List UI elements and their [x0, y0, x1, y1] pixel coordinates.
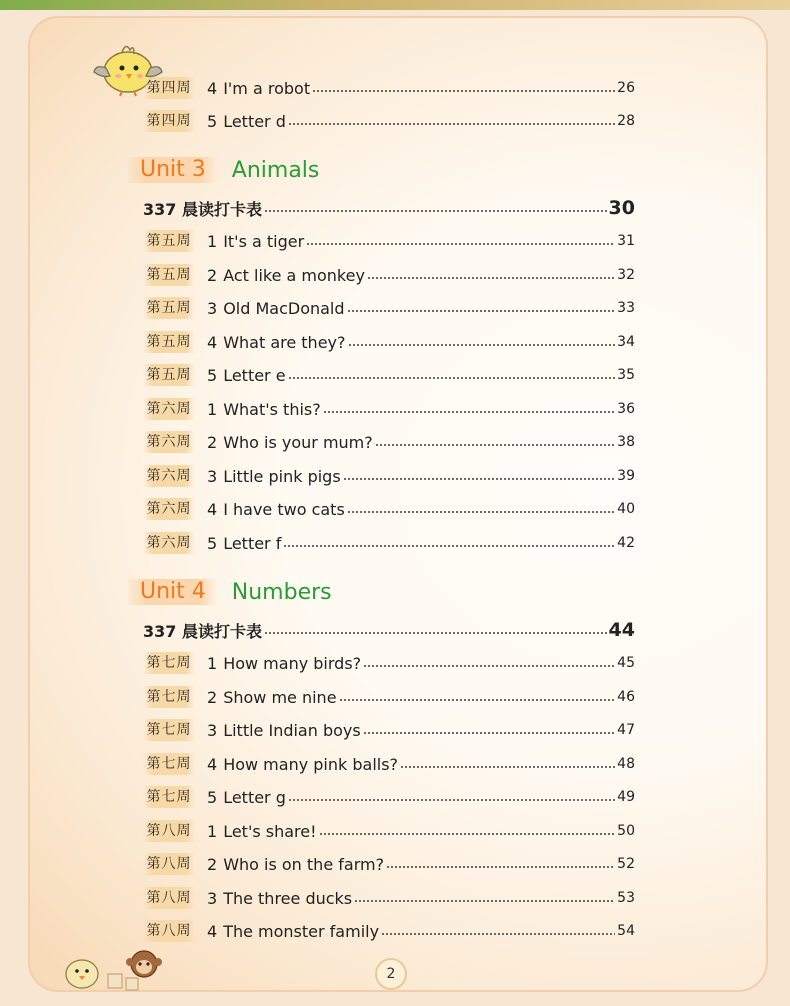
week-label: 第八周: [143, 887, 195, 909]
checkin-title: 337 晨读打卡表: [143, 199, 262, 219]
week-label: 第五周: [143, 364, 195, 386]
page-ref: 42: [617, 535, 635, 551]
leader-dots: [386, 866, 615, 868]
week-label: 第七周: [143, 786, 195, 808]
leader-dots: [367, 277, 615, 279]
page-ref: 26: [617, 80, 635, 96]
unit-4-heading: [128, 576, 332, 608]
week-label: 第八周: [143, 853, 195, 875]
lesson-title: What's this?: [223, 399, 321, 419]
lesson-number: 1: [207, 231, 218, 251]
leader-dots: [288, 377, 616, 379]
toc-row[interactable]: [143, 852, 635, 876]
toc-row[interactable]: [143, 229, 635, 253]
toc-row[interactable]: [143, 919, 635, 943]
leader-dots: [347, 511, 615, 513]
page-ref: 39: [617, 468, 635, 484]
page-ref: 44: [608, 619, 635, 641]
week-label: 第四周: [143, 77, 195, 99]
week-label: 第八周: [143, 820, 195, 842]
page-ref: 46: [617, 689, 635, 705]
lesson-number: 3: [207, 888, 218, 908]
week-label: 第七周: [143, 652, 195, 674]
lesson-number: 3: [207, 466, 218, 486]
lesson-number: 2: [207, 432, 218, 452]
page-ref: 50: [617, 823, 635, 839]
toc-row[interactable]: [143, 651, 635, 675]
lesson-number: 4: [207, 499, 218, 519]
top-color-strip: [0, 0, 790, 10]
page-ref: 34: [617, 334, 635, 350]
leader-dots: [339, 699, 616, 701]
page-ref: 45: [617, 655, 635, 671]
leader-dots: [400, 766, 615, 768]
leader-dots: [264, 632, 607, 634]
lesson-title: I have two cats: [223, 499, 345, 519]
page-ref: 28: [617, 113, 635, 129]
page-ref: 33: [617, 300, 635, 316]
lesson-title: Show me nine: [223, 687, 337, 707]
toc-row[interactable]: [143, 330, 635, 354]
lesson-number: 2: [207, 687, 218, 707]
toc-row[interactable]: [143, 531, 635, 555]
leader-dots: [312, 90, 615, 92]
lesson-number: 1: [207, 399, 218, 419]
leader-dots: [375, 444, 615, 446]
lesson-number: 2: [207, 854, 218, 874]
toc-row[interactable]: [143, 76, 635, 100]
leader-dots: [323, 411, 615, 413]
lesson-number: 2: [207, 265, 218, 285]
week-label: 第八周: [143, 920, 195, 942]
page-ref: 40: [617, 501, 635, 517]
leader-dots: [348, 344, 616, 346]
lesson-number: 4: [207, 754, 218, 774]
lesson-title: Let's share!: [223, 821, 317, 841]
toc-row[interactable]: [143, 685, 635, 709]
lesson-title: Letter g: [223, 787, 286, 807]
lesson-title: Who is your mum?: [223, 432, 373, 452]
week-label: 第五周: [143, 230, 195, 252]
toc-row[interactable]: [143, 363, 635, 387]
checkin-title: 337 晨读打卡表: [143, 621, 262, 641]
page-ref: 47: [617, 722, 635, 738]
checkin-row[interactable]: [143, 618, 635, 642]
toc-row[interactable]: [143, 785, 635, 809]
lesson-title: How many birds?: [223, 653, 362, 673]
lesson-title: Act like a monkey: [223, 265, 365, 285]
leader-dots: [283, 545, 615, 547]
toc-row[interactable]: [143, 886, 635, 910]
leader-dots: [363, 732, 615, 734]
leader-dots: [363, 665, 615, 667]
toc-row[interactable]: [143, 718, 635, 742]
leader-dots: [288, 799, 615, 801]
lesson-number: 5: [207, 787, 218, 807]
leader-dots: [264, 210, 607, 212]
unit-name: Animals: [231, 157, 320, 183]
week-label: 第七周: [143, 719, 195, 741]
checkin-row[interactable]: [143, 196, 635, 220]
toc-row[interactable]: [143, 819, 635, 843]
week-label: 第六周: [143, 465, 195, 487]
lesson-title: Letter f: [223, 533, 282, 553]
week-label: 第五周: [143, 331, 195, 353]
page-ref: 54: [617, 923, 635, 939]
lesson-title: Little Indian boys: [223, 720, 361, 740]
week-label: 第四周: [143, 110, 195, 132]
toc-row[interactable]: [143, 296, 635, 320]
toc-row[interactable]: [143, 430, 635, 454]
lesson-number: 3: [207, 720, 218, 740]
week-label: 第六周: [143, 532, 195, 554]
page-ref: 38: [617, 434, 635, 450]
page-ref: 49: [617, 789, 635, 805]
week-label: 第五周: [143, 264, 195, 286]
lesson-number: 4: [207, 78, 218, 98]
leader-dots: [319, 833, 616, 835]
unit-label: Unit 3: [128, 157, 218, 183]
week-label: 第六周: [143, 398, 195, 420]
week-label: 第五周: [143, 297, 195, 319]
toc-page: [28, 16, 768, 992]
page-ref: 30: [608, 197, 635, 219]
lesson-title: I'm a robot: [223, 78, 311, 98]
page-ref: 48: [617, 756, 635, 772]
lesson-title: The monster family: [223, 921, 380, 941]
lesson-title: What are they?: [223, 332, 346, 352]
lesson-number: 4: [207, 332, 218, 352]
lesson-number: 5: [207, 533, 218, 553]
unit-label: Unit 4: [128, 579, 218, 605]
lesson-title: Little pink pigs: [223, 466, 341, 486]
leader-dots: [288, 123, 615, 125]
page-ref: 52: [617, 856, 635, 872]
lesson-title: It's a tiger: [223, 231, 305, 251]
week-label: 第六周: [143, 498, 195, 520]
unit-name: Numbers: [231, 579, 332, 605]
lesson-title: How many pink balls?: [223, 754, 399, 774]
lesson-number: 1: [207, 653, 218, 673]
toc-row[interactable]: [143, 109, 635, 133]
lesson-title: Letter e: [223, 365, 286, 385]
toc-row[interactable]: [143, 497, 635, 521]
lesson-title: The three ducks: [223, 888, 353, 908]
lesson-number: 5: [207, 111, 218, 131]
toc-row[interactable]: [143, 464, 635, 488]
lesson-title: Who is on the farm?: [223, 854, 385, 874]
leader-dots: [343, 478, 616, 480]
lesson-number: 5: [207, 365, 218, 385]
lesson-number: 1: [207, 821, 218, 841]
leader-dots: [306, 243, 615, 245]
page-number-badge: 2: [375, 958, 407, 990]
page-ref: 35: [617, 367, 635, 383]
leader-dots: [347, 310, 616, 312]
leader-dots: [381, 933, 615, 935]
week-label: 第六周: [143, 431, 195, 453]
lesson-number: 3: [207, 298, 218, 318]
lesson-title: Letter d: [223, 111, 286, 131]
page-ref: 36: [617, 401, 635, 417]
lesson-number: 4: [207, 921, 218, 941]
lesson-title: Old MacDonald: [223, 298, 345, 318]
page-ref: 32: [617, 267, 635, 283]
unit-3-heading: [128, 154, 319, 186]
toc-row[interactable]: [143, 397, 635, 421]
week-label: 第七周: [143, 686, 195, 708]
week-label: 第七周: [143, 753, 195, 775]
duck-monkey-icon: [60, 944, 170, 994]
page-ref: 31: [617, 233, 635, 249]
leader-dots: [354, 900, 615, 902]
toc-row[interactable]: [143, 263, 635, 287]
page-ref: 53: [617, 890, 635, 906]
toc-row[interactable]: [143, 752, 635, 776]
